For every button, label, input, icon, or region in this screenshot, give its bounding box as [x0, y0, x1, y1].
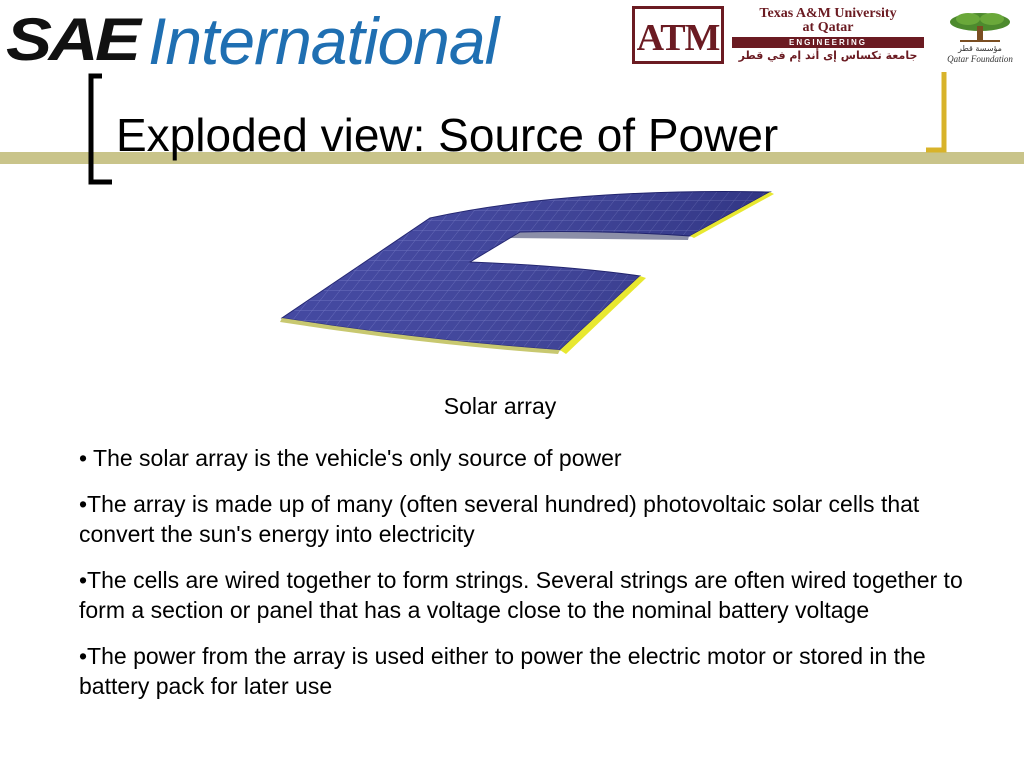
tamu-logo-line1: Texas A&M University — [759, 6, 897, 21]
sae-logo-word: International — [148, 4, 499, 78]
bullet-item: •The cells are wired together to form strings. Several strings are often wired together to form a section or panel that has a voltage close to the nominal battery voltage — [79, 567, 963, 623]
tamu-logo-arabic: جامعة تكساس إى أند إم في قطر — [738, 49, 918, 62]
qatar-foundation-logo — [940, 10, 1020, 66]
solar-array-image — [270, 180, 790, 360]
left-bracket-icon — [91, 76, 112, 182]
tamu-qatar-logo — [632, 4, 928, 64]
tamu-logo-mark: ATM — [632, 6, 724, 64]
sae-international-logo — [6, 4, 536, 78]
bullet-item: • The solar array is the vehicle's only source of power — [79, 445, 622, 471]
tamu-logo-department: ENGINEERING — [732, 37, 924, 48]
bullet-list — [79, 443, 969, 717]
bullet-item: •The power from the array is used either to power the electric motor or stored in the battery pack for later use — [79, 643, 926, 699]
sae-logo-mark: SAE — [6, 6, 138, 73]
tree-icon — [940, 10, 1020, 44]
right-bracket-icon — [926, 72, 944, 150]
image-caption: Solar array — [443, 393, 557, 419]
qf-logo-arabic: مؤسسة قطر — [958, 44, 1002, 53]
tamu-logo-line2: at Qatar — [802, 20, 854, 35]
bullet-item: •The array is made up of many (often several hundred) photovoltaic solar cells that convert the sun's energy into electricity — [79, 491, 920, 547]
slide-title: Exploded view: Source of Power — [116, 109, 779, 161]
qf-logo-label: Qatar Foundation — [947, 54, 1013, 64]
